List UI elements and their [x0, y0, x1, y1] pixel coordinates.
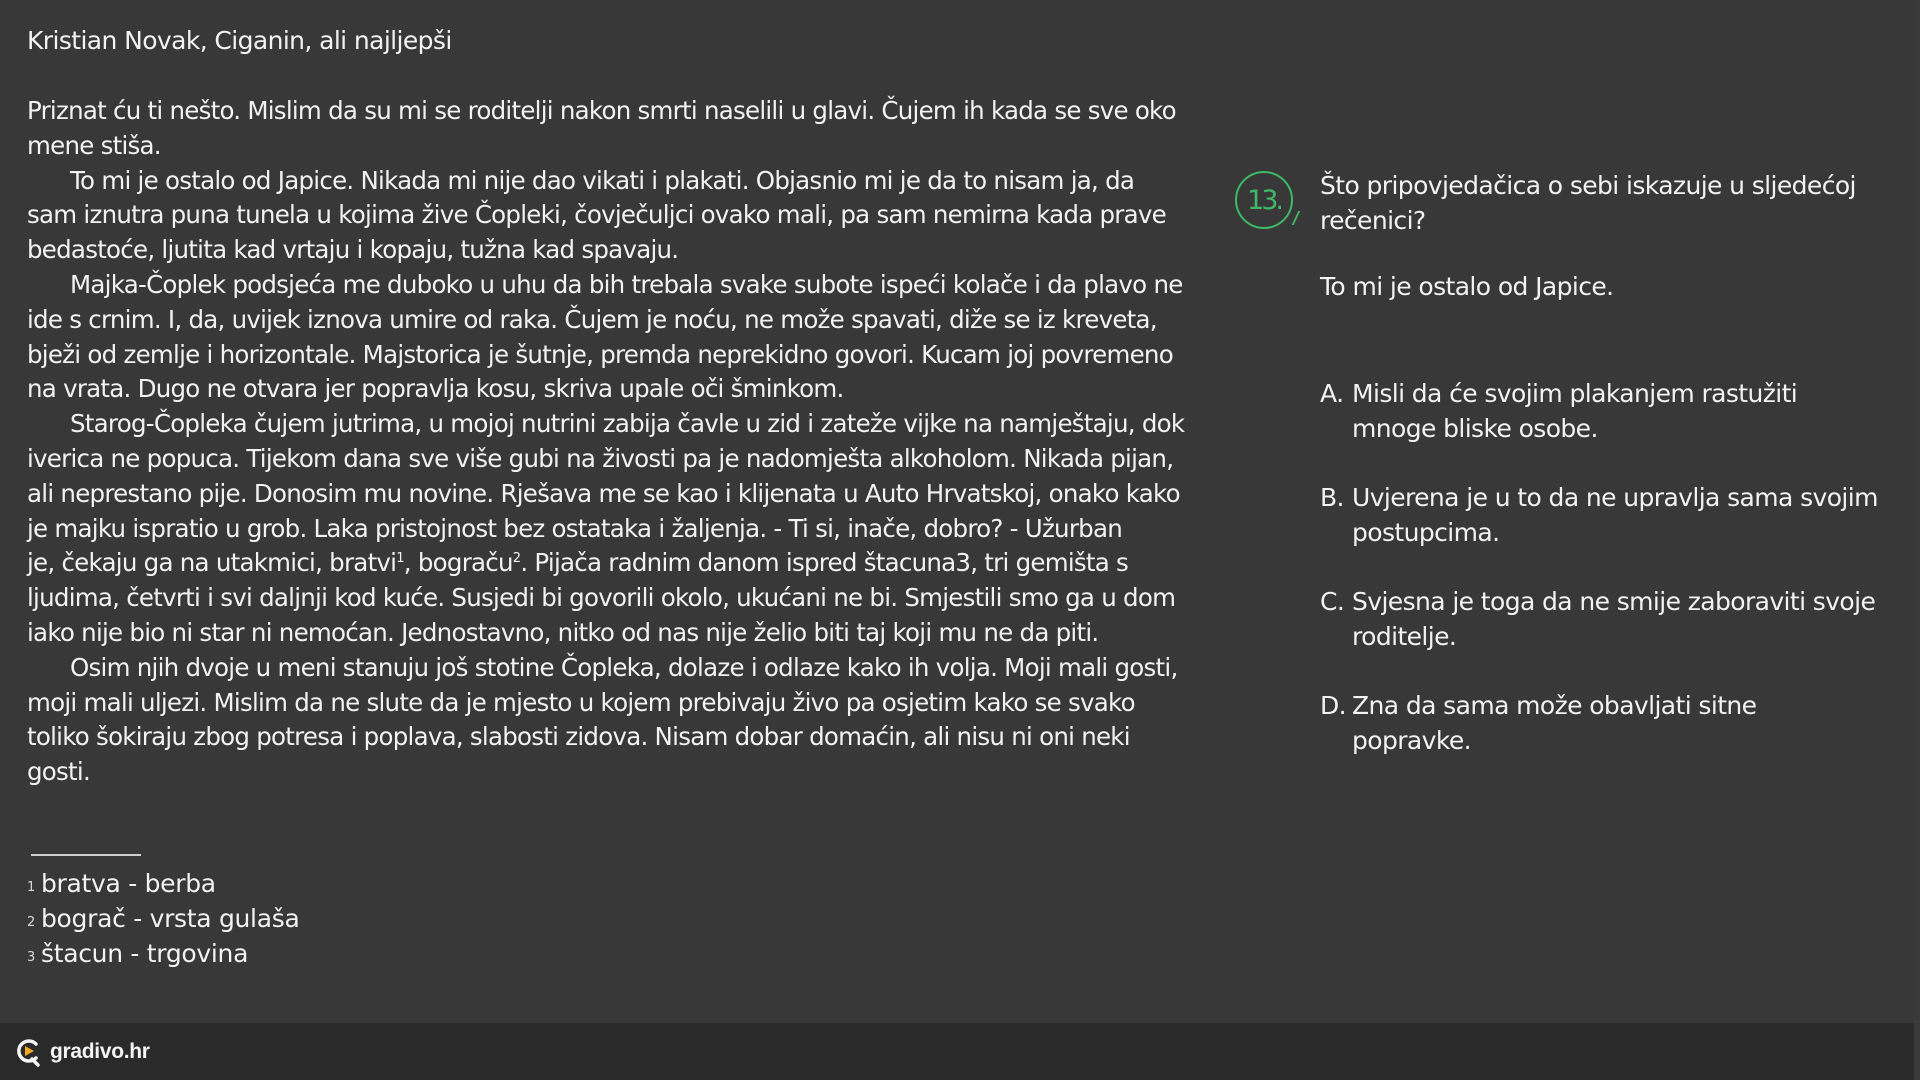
- brand-name: gradivo.hr: [50, 1039, 150, 1063]
- option-b[interactable]: [1320, 480, 1880, 550]
- footnote-text: štacun - trgovina: [40, 939, 249, 968]
- right-edge-strip: [1914, 0, 1920, 1080]
- footnote-text: bratva - berba: [40, 869, 216, 898]
- footnote: [27, 936, 299, 971]
- passage-line: [27, 546, 1227, 581]
- passage-line: iako nije bio ni star ni nemoćan. Jednostavno, nitko od nas nije želio biti taj koji mu ne da piti.: [27, 617, 1099, 647]
- passage-line: Majka-Čoplek podsjeća me duboko u uhu da bih trebala svake subote ispeći kolače i da plavo ne: [70, 269, 1183, 299]
- passage-line: ide s crnim. I, da, uvijek iznova umire od raka. Čujem je noću, ne može spavati, diže se iz kreveta,: [27, 304, 1157, 334]
- question-text: Što pripovjedačica o sebi iskazuje u sljedećoj rečenici?: [1320, 171, 1856, 235]
- passage-text: je, čekaju ga na utakmici, bratvi: [27, 548, 397, 578]
- brand-logo[interactable]: [14, 1037, 150, 1067]
- question-number-badge: [1235, 171, 1293, 229]
- footnote-number: 1: [27, 880, 35, 895]
- question-quote: To mi je ostalo od Japice.: [1320, 272, 1614, 301]
- passage-line: bježi od zemlje i horizontale. Majstorica je šutnje, premda neprekidno govori. Kucam joj povremeno: [27, 339, 1173, 369]
- passage-line: iverica ne popuca. Tijekom dana sve više gubi na živosti pa je nadomješta alkoholom. Nikada pijan,: [27, 443, 1174, 473]
- footnote-divider: [31, 854, 141, 856]
- option-letter: C.: [1320, 587, 1345, 616]
- passage-line: sam iznutra puna tunela u kojima žive Čopleki, čovječuljci ovako mali, pa sam nemirna kada prave: [27, 200, 1166, 230]
- footnote-number: 3: [27, 950, 35, 965]
- source-title: Kristian Novak, Ciganin, ali najljepši: [27, 26, 452, 55]
- passage-line: Osim njih dvoje u meni stanuju još stotine Čopleka, dolaze i odlaze kako ih volja. Moji mali gosti,: [70, 652, 1178, 682]
- footnote-ref: 2: [512, 551, 521, 567]
- passage-line: ali neprestano pije. Donosim mu novine. Rješava me se kao i klijenata u Auto Hrvatskoj, onako kako: [27, 478, 1180, 508]
- option-text: Misli da će svojim plakanjem rastužiti mnoge bliske osobe.: [1352, 379, 1798, 443]
- footnote-text: bograč - vrsta gulaša: [40, 904, 300, 933]
- footnote-number: 2: [27, 915, 35, 930]
- footnote-ref: 1: [396, 551, 404, 567]
- passage-line: na vrata. Dugo ne otvara jer popravlja kosu, skriva upale oči šminkom.: [27, 374, 844, 404]
- passage-line: To mi je ostalo od Japice. Nikada mi nije dao vikati i plakati. Objasnio mi je da to nisam ja, da: [70, 165, 1135, 195]
- passage-line: gosti.: [27, 757, 91, 787]
- option-c[interactable]: [1320, 584, 1880, 654]
- option-letter: B.: [1320, 483, 1344, 512]
- gradivo-logo-icon: [14, 1037, 42, 1067]
- passage-line: mene stiša.: [27, 130, 161, 160]
- option-text: Svjesna je toga da ne smije zaboraviti svoje roditelje.: [1352, 587, 1876, 651]
- option-text: Zna da sama može obavljati sitne popravke.: [1352, 691, 1757, 755]
- passage-line: moji mali uljezi. Mislim da ne slute da je mjesto u kojem prebivaju živo pa osjetim kako se svako: [27, 687, 1135, 717]
- passage-line: Priznat ću ti nešto. Mislim da su mi se roditelji nakon smrti naselili u glavi. Čujem ih kada se sve oko: [27, 96, 1176, 125]
- passage-line: bedastoće, ljutita kad vrtaju i kopaju, tužna kad spavaju.: [27, 235, 679, 265]
- option-letter: A.: [1320, 379, 1344, 408]
- passage-line: ljudima, četvrti i svi daljnji kod kuće. Susjedi bi govorili okolo, ukućani ne bi. Smjestili smo ga u dom: [27, 583, 1176, 613]
- passage-line: Starog-Čopleka čujem jutrima, u mojoj nutrini zabija čavle u zid i zateže vijke na namještaju, dok: [70, 409, 1185, 439]
- option-a[interactable]: [1320, 376, 1880, 446]
- footer-bar: [0, 1023, 1914, 1080]
- passage-line: toliko šokiraju zbog potresa i poplava, slabosti zidova. Nisam dobar domaćin, ali nisu ni oni neki: [27, 722, 1130, 752]
- circle-tick-mark: [1280, 211, 1301, 225]
- option-d[interactable]: [1320, 688, 1880, 758]
- passage-text: . Pijača radnim danom ispred štacuna3, tri gemišta s: [520, 548, 1129, 578]
- footnote: [27, 901, 299, 936]
- footnote: [27, 866, 299, 901]
- option-text: Uvjerena je u to da ne upravlja sama svojim postupcima.: [1352, 483, 1878, 547]
- passage-line: je majku ispratio u grob. Laka pristojnost bez ostataka i žaljenja. - Ti si, inače, dobro? - Užurban: [27, 513, 1122, 543]
- option-letter: D.: [1320, 691, 1346, 720]
- footnotes: [27, 866, 299, 971]
- reading-passage: [27, 94, 1227, 790]
- question-number: 13.: [1247, 184, 1281, 216]
- answer-options: [1320, 376, 1880, 792]
- passage-text: , bograču: [403, 548, 513, 578]
